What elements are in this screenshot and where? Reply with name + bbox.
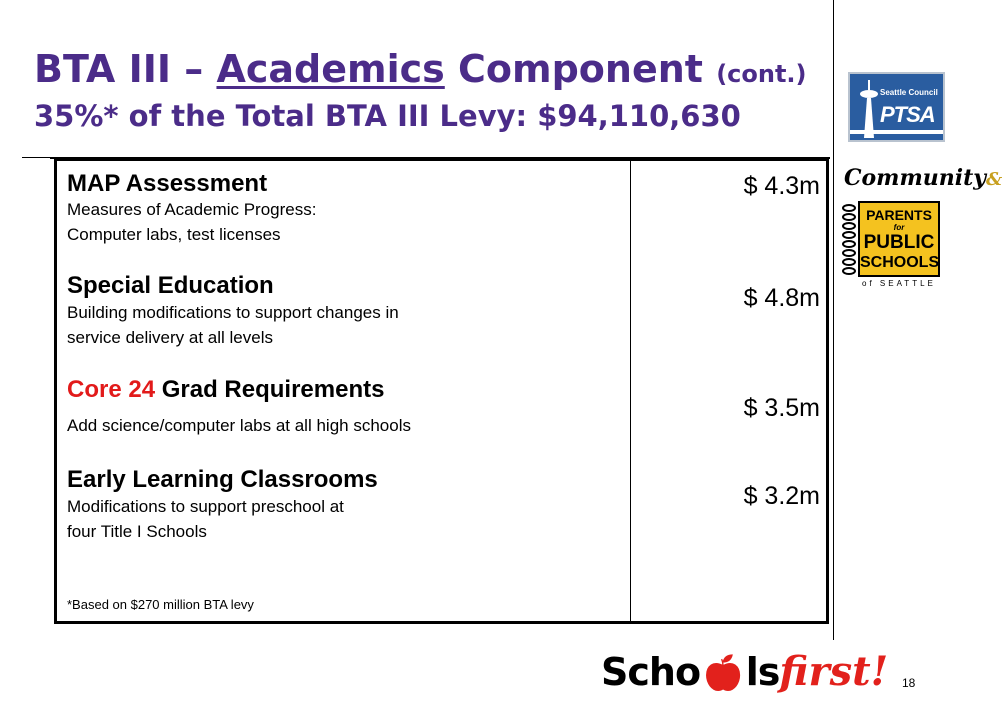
apple-icon: 🍎︎ <box>700 652 746 693</box>
ppp-box <box>858 201 940 277</box>
schools-first-b: ls <box>745 650 780 694</box>
item-desc: Measures of Academic Progress: <box>67 200 317 219</box>
item-desc: service delivery at all levels <box>67 328 273 347</box>
ppp-for: for <box>893 223 905 232</box>
item-heading: Special Education <box>67 272 274 299</box>
ppp-schools: SCHOOLS <box>860 254 940 271</box>
ppp-community: Community& <box>844 165 1002 191</box>
amount-early-learning: $ 3.2m <box>743 482 820 510</box>
item-desc: four Title I Schools <box>67 522 207 541</box>
item-heading: MAP Assessment <box>67 170 268 197</box>
schools-first-a: Scho <box>601 650 701 694</box>
page-title <box>34 46 834 135</box>
item-desc: Modifications to support preschool at <box>67 497 344 516</box>
schools-first-c: first! <box>779 648 889 695</box>
footnote: *Based on $270 million BTA levy <box>67 597 254 612</box>
item-special-education <box>67 272 399 350</box>
title-part1: BTA III – <box>34 47 217 91</box>
item-desc: Computer labs, test licenses <box>67 225 281 244</box>
table-column-divider <box>630 158 631 624</box>
item-early-learning <box>67 466 378 544</box>
notebook-spiral-icon <box>840 203 856 277</box>
left-short-line <box>22 157 50 158</box>
title-cont: (cont.) <box>716 60 807 88</box>
schools-first-logo <box>601 648 889 695</box>
item-desc: Add science/computer labs at all high schools <box>67 416 411 435</box>
item-map-assessment <box>67 170 316 247</box>
amount-map-assessment: $ 4.3m <box>743 172 820 200</box>
seattle-council-ptsa-logo <box>848 72 945 142</box>
amount-core-24: $ 3.5m <box>743 394 820 422</box>
ptsa-line2: PTSA <box>880 102 935 127</box>
item-heading-red: Core 24 <box>67 376 156 403</box>
item-desc: Building modifications to support changes in <box>67 303 399 322</box>
item-heading-rest: Grad Requirements <box>155 376 385 403</box>
item-core-24 <box>67 376 411 438</box>
ppp-parents: PARENTS <box>866 207 932 223</box>
ppp-seattle: of SEATTLE <box>862 279 936 288</box>
page-number: 18 <box>902 676 916 690</box>
title-part2: Component <box>444 47 717 91</box>
ptsa-line1: Seattle Council <box>880 88 938 97</box>
item-heading: Early Learning Classrooms <box>67 466 378 493</box>
title-underlined: Academics <box>216 47 445 91</box>
parents-for-public-schools-logo <box>840 165 1002 290</box>
title-subtitle: 35%* of the Total BTA III Levy: $94,110,630 <box>34 99 741 133</box>
amount-special-education: $ 4.8m <box>743 284 820 312</box>
ppp-public: PUBLIC <box>863 232 935 253</box>
